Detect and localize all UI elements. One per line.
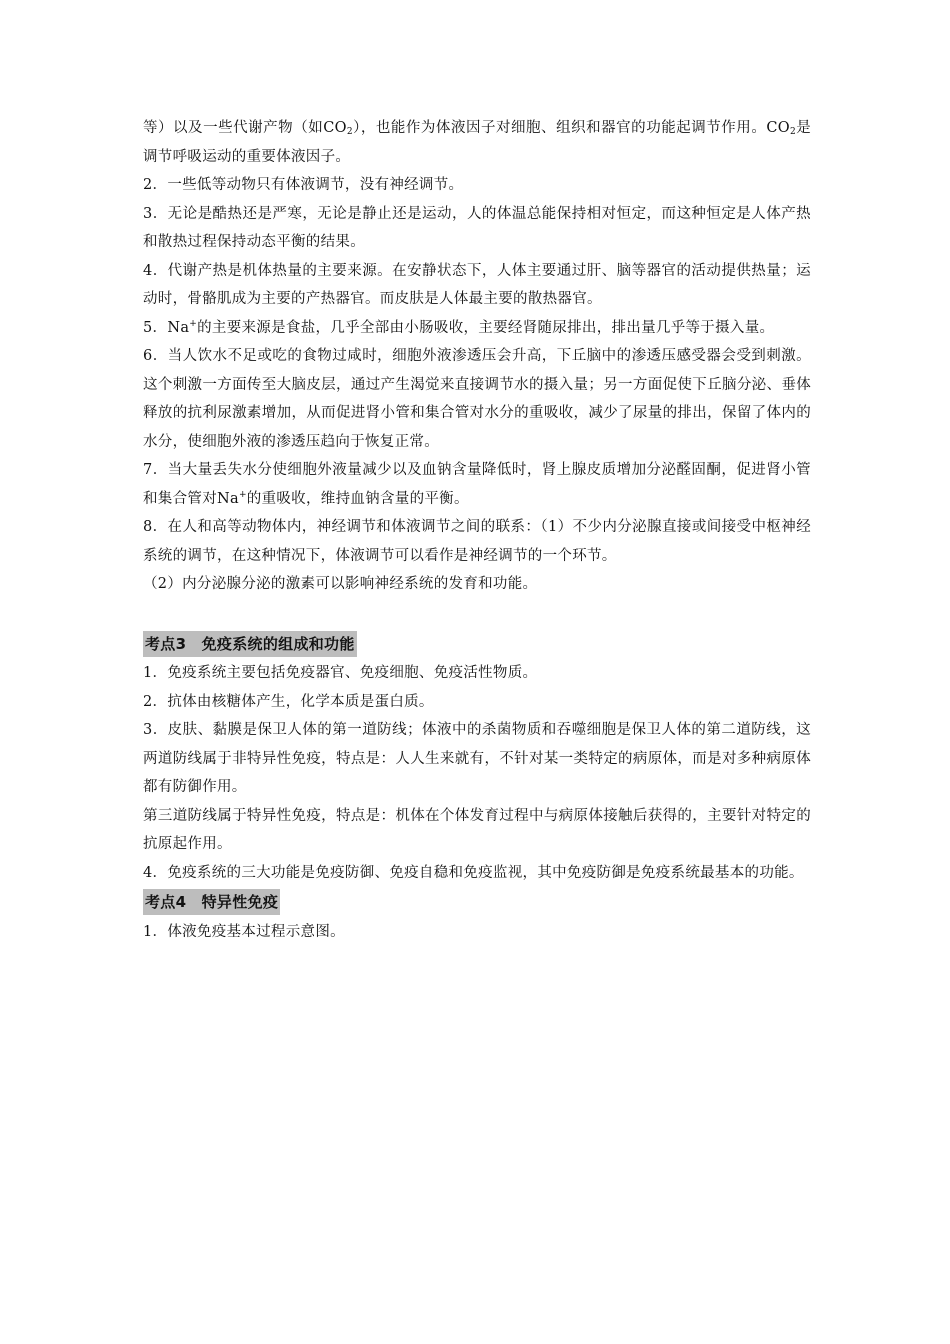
s4-paragraph-1: 1．体液免疫基本过程示意图。 <box>143 923 345 940</box>
text: 5．Na <box>143 319 190 336</box>
paragraph-6: 6．当人饮水不足或吃的食物过咸时，细胞外液渗透压会升高，下丘脑中的渗透压感受器会受到刺激。这个刺激一方面传至大脑皮层，通过产生渴觉来直接调节水的摄入量；另一方面促使下丘脑分泌、垂体释放的抗利尿激素增加，从而促进肾小管和集合管对水分的重吸收，减少了尿量的排出，保留了体内的水分，使细胞外液的渗透压趋向于恢复正常。 <box>143 348 811 450</box>
paragraph-8: 8．在人和高等动物体内，神经调节和体液调节之间的联系：（1）不少内分泌腺直接或间接受中枢神经系统的调节，在这种情况下，体液调节可以看作是神经调节的一个环节。 <box>143 519 811 564</box>
paragraph-4: 4．代谢产热是机体热量的主要来源。在安静状态下，人体主要通过肝、脑等器官的活动提供热量；运动时，骨骼肌成为主要的产热器官。而皮肤是人体最主要的散热器官。 <box>143 262 811 307</box>
s3-paragraph-4: 4．免疫系统的三大功能是免疫防御、免疫自稳和免疫监视，其中免疫防御是免疫系统最基本的功能。 <box>143 864 804 881</box>
text: 是调节呼吸运动的重要体液因子。 <box>143 120 811 165</box>
text: ），也能作为体液因子对细胞、组织和器官的功能起调节作用。CO <box>352 120 790 136</box>
subscript: 2 <box>789 127 796 137</box>
paragraph-2: 2．一些低等动物只有体液调节，没有神经调节。 <box>143 177 464 193</box>
paragraph-5 <box>143 314 811 343</box>
paragraph-9: （2）内分泌腺分泌的激素可以影响神经系统的发育和功能。 <box>143 576 538 592</box>
paragraph-co2 <box>143 114 811 171</box>
section-gap <box>143 599 811 629</box>
text: 等）以及一些代谢产物（如CO <box>143 120 347 136</box>
section-4 <box>143 887 811 946</box>
section-3 <box>143 629 811 888</box>
text: 7．当大量丢失水分使细胞外液量减少以及血钠含量降低时，肾上腺皮质增加分泌醛固酮，促进肾小管和集合管对Na <box>143 462 811 507</box>
paragraph-3: 3．无论是酷热还是严寒，无论是静止还是运动，人的体温总能保持相对恒定，而这种恒定是人体产热和散热过程保持动态平衡的结果。 <box>143 205 811 250</box>
text: 的主要来源是食盐，几乎全部由小肠吸收，主要经肾随尿排出，排出量几乎等于摄入量。 <box>197 319 775 336</box>
superscript: + <box>238 489 247 500</box>
section-heading-4: 考点4 特异性免疫 <box>143 889 280 915</box>
s3-paragraph-3b: 第三道防线属于特异性免疫，特点是：机体在个体发育过程中与病原体接触后获得的，主要针对特定的抗原起作用。 <box>143 807 811 852</box>
s3-paragraph-3: 3．皮肤、黏膜是保卫人体的第一道防线；体液中的杀菌物质和吞噬细胞是保卫人体的第二道防线，这两道防线属于非特异性免疫，特点是：人人生来就有，不针对某一类特定的病原体，而是对多种病原体都有防御作用。 <box>143 722 811 795</box>
text: 的重吸收，维持血钠含量的平衡。 <box>246 490 469 507</box>
s3-paragraph-1: 1．免疫系统主要包括免疫器官、免疫细胞、免疫活性物质。 <box>143 665 538 681</box>
superscript: + <box>189 318 198 329</box>
section-heading-3: 考点3 免疫系统的组成和功能 <box>143 631 357 657</box>
document-body <box>143 114 811 946</box>
s3-paragraph-2: 2．抗体由核糖体产生，化学本质是蛋白质。 <box>143 693 434 710</box>
subscript: 2 <box>346 127 353 137</box>
paragraph-7 <box>143 456 811 513</box>
